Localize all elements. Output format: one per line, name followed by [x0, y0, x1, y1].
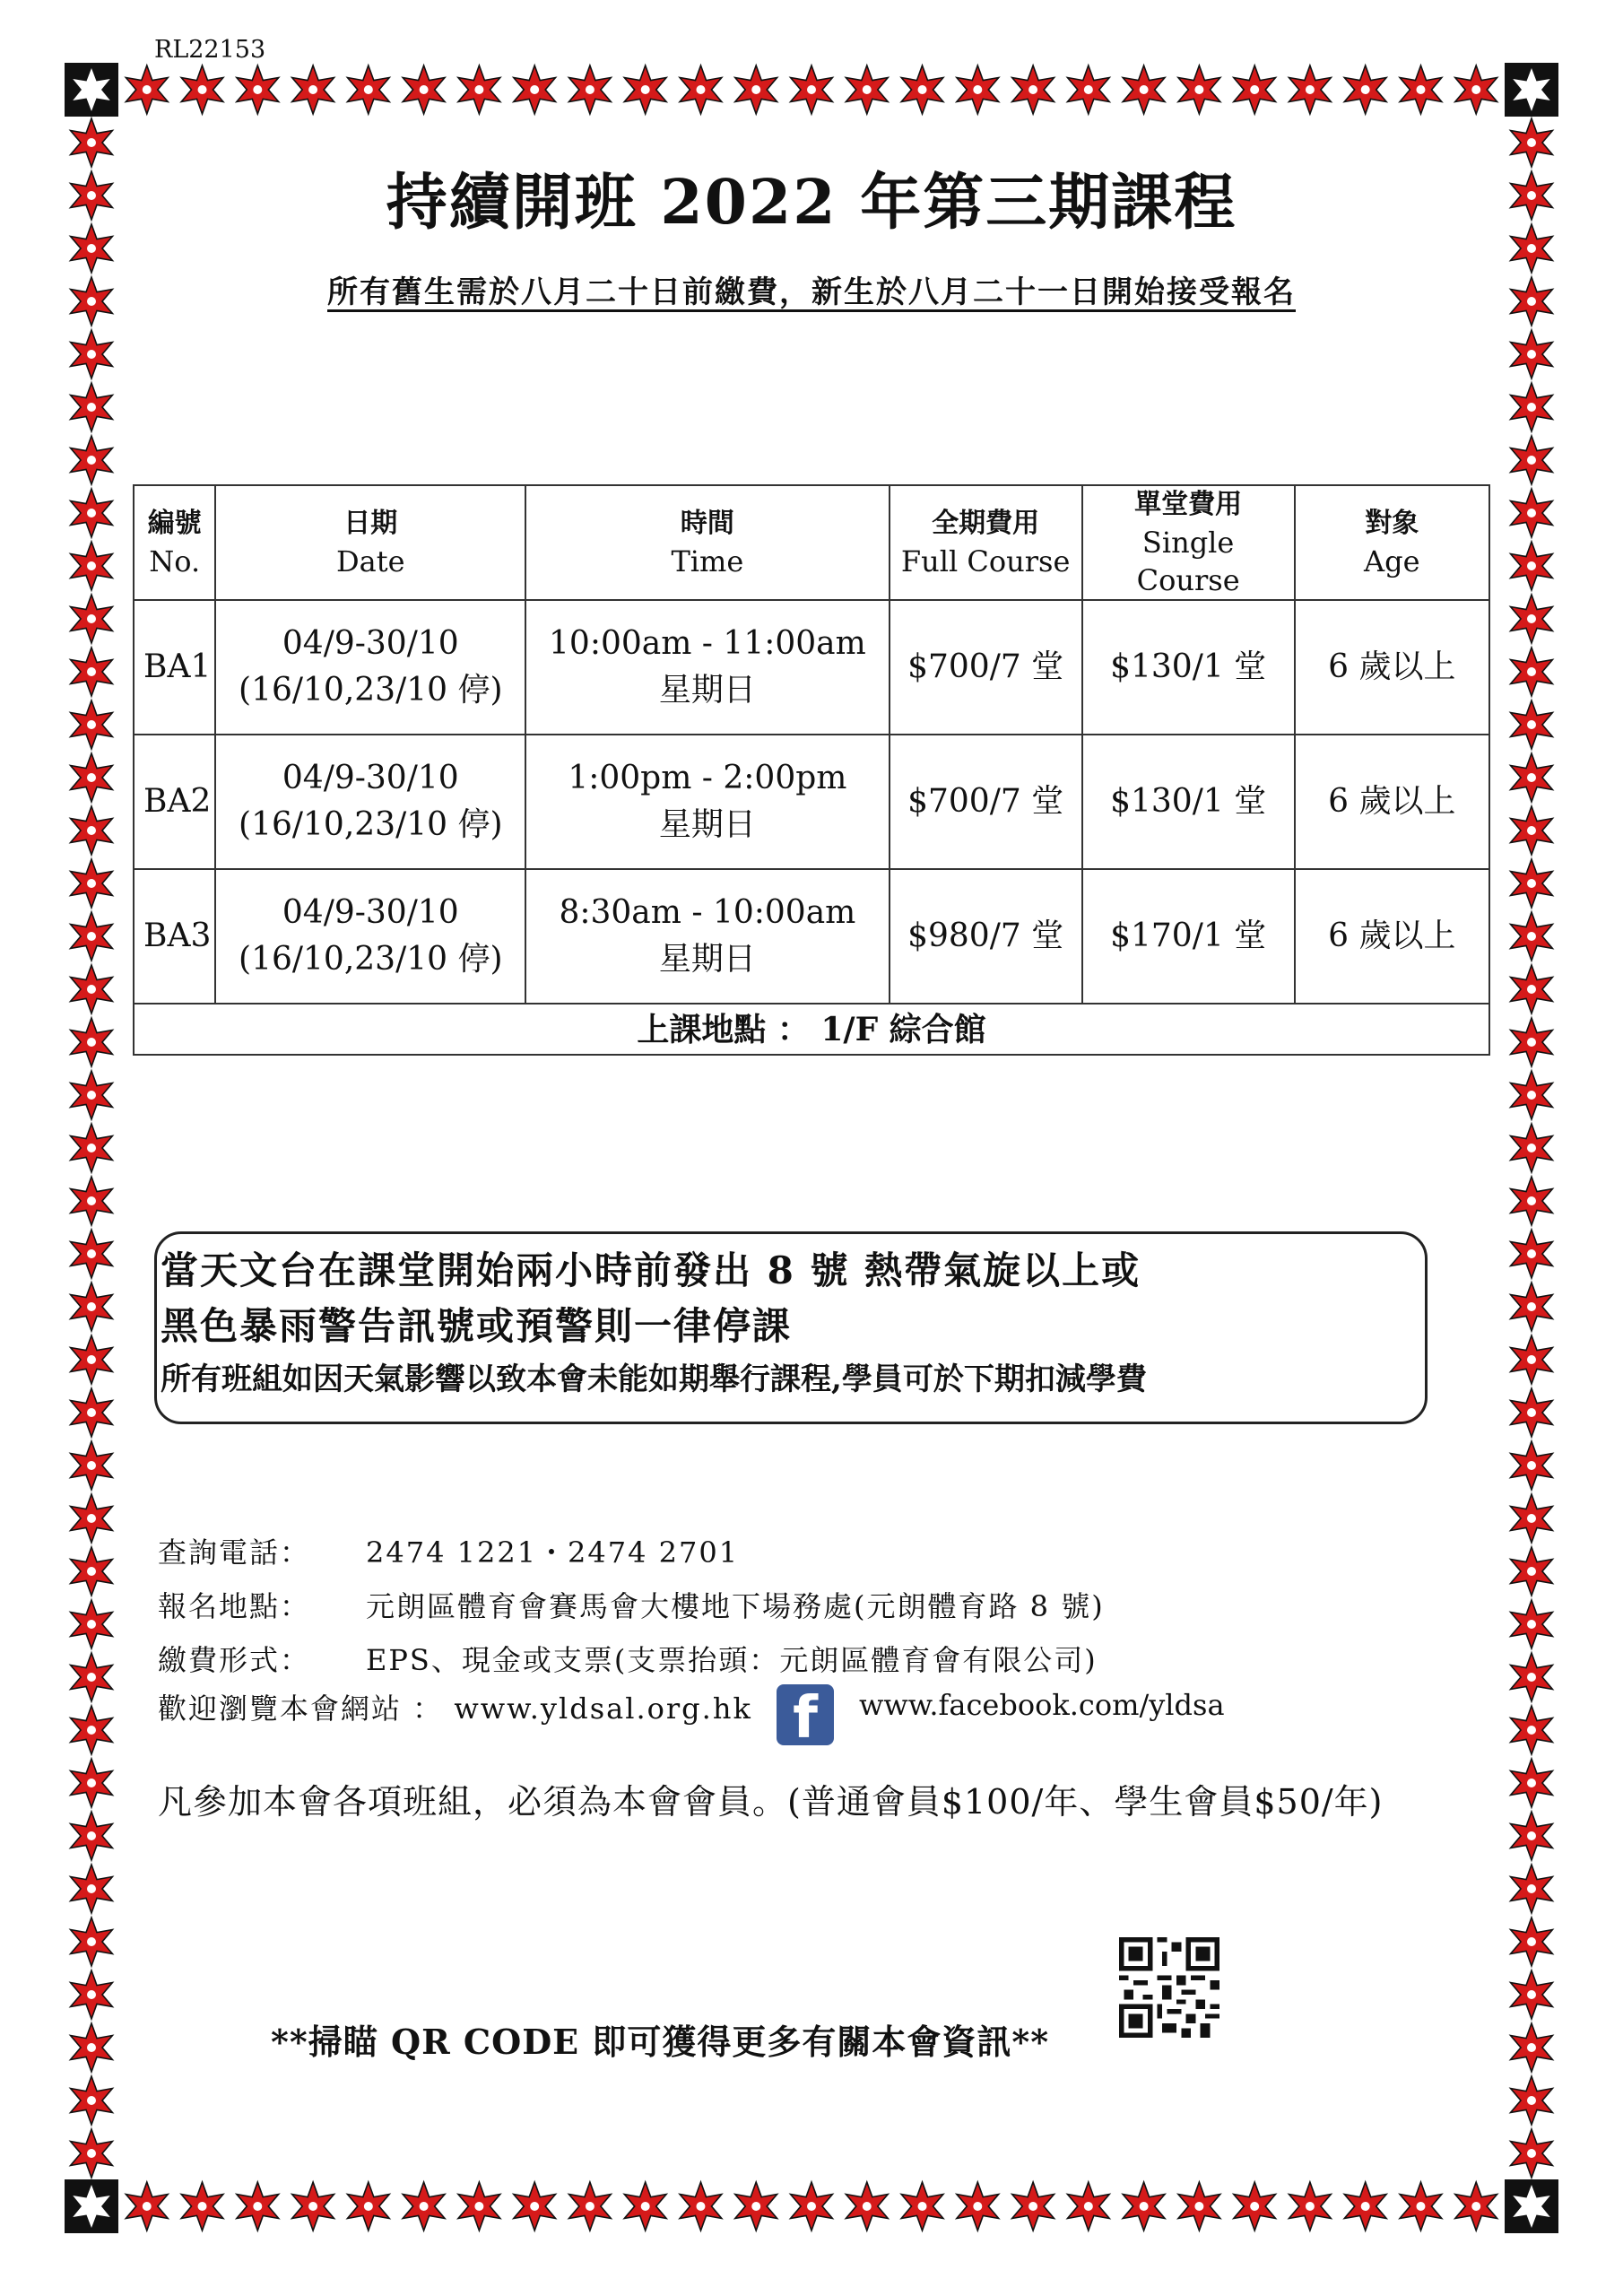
contact-address	[158, 1584, 1105, 1625]
border-star-icon	[1012, 65, 1055, 114]
border-star-icon	[569, 2182, 612, 2231]
document-code: RL22153	[154, 36, 266, 64]
border-star-icon	[403, 2182, 445, 2231]
course-no: BA3	[134, 869, 215, 1004]
border-star-icon	[71, 1494, 113, 1543]
border-star-icon	[1344, 65, 1386, 114]
notice-line-1: 當天文台在課堂開始兩小時前發出 8 號 熱帶氣旋以上或	[161, 1248, 1141, 1292]
header-age: 對象 Age	[1295, 485, 1489, 600]
course-full-fee: $700/7 堂	[890, 600, 1082, 735]
border-star-icon	[1123, 2182, 1165, 2231]
border-star-icon	[348, 2182, 390, 2231]
border-star-icon	[1511, 1812, 1553, 1860]
border-star-icon	[1511, 1071, 1553, 1119]
border-star-icon	[348, 65, 390, 114]
border-star-icon	[1068, 2182, 1110, 2231]
border-star-icon	[71, 965, 113, 1013]
border-star-icon	[71, 489, 113, 537]
border-star-icon	[1178, 2182, 1220, 2231]
course-no: BA1	[134, 600, 215, 735]
table-row	[134, 735, 1489, 869]
course-age: 6 歲以上	[1295, 735, 1489, 869]
border-star-icon	[901, 65, 943, 114]
border-star-icon	[1511, 1441, 1553, 1490]
payment-value: EPS、現金或支票(支票抬頭：元朗區體育會有限公司)	[366, 1643, 1098, 1677]
course-time: 8:30am - 10:00am 星期日	[525, 869, 889, 1004]
border-star-icon	[1511, 1335, 1553, 1384]
border-star-icon	[458, 2182, 500, 2231]
border-star-icon	[1511, 1600, 1553, 1648]
border-star-icon	[1511, 489, 1553, 537]
border-star-icon	[71, 859, 113, 908]
course-full-fee: $700/7 堂	[890, 735, 1082, 869]
border-star-icon	[1289, 2182, 1332, 2231]
border-star-icon	[71, 1071, 113, 1119]
border-star-icon	[181, 65, 223, 114]
contact-payment	[158, 1638, 1098, 1679]
table-header-row	[134, 485, 1489, 600]
address-label: 報名地點：	[158, 1589, 311, 1623]
border-star-icon	[71, 383, 113, 431]
border-star-icon	[1455, 2182, 1497, 2231]
border-star-icon	[514, 65, 556, 114]
border-star-icon	[1511, 1283, 1553, 1331]
course-time: 1:00pm - 2:00pm 星期日	[525, 735, 889, 869]
border-star-icon	[791, 2182, 833, 2231]
border-star-icon	[1511, 1970, 1553, 2019]
border-star-icon	[71, 1283, 113, 1331]
border-star-icon	[71, 1441, 113, 1490]
border-star-icon	[71, 1653, 113, 1701]
border-star-icon	[1511, 542, 1553, 590]
border-star-icon	[71, 1124, 113, 1172]
border-star-icon	[680, 2182, 722, 2231]
border-star-icon	[126, 65, 168, 114]
header-no: 編號 No.	[134, 485, 215, 600]
border-star-icon	[71, 2076, 113, 2125]
phone-value: 2474 1221・2474 2701	[366, 1535, 740, 1570]
class-location: 上課地點 ： 1/F 綜合館	[134, 1004, 1489, 1055]
border-star-icon	[1511, 436, 1553, 484]
border-star-icon	[957, 2182, 999, 2231]
border-star-icon	[1511, 1230, 1553, 1278]
border-corner-icon	[1505, 2179, 1558, 2233]
table-row	[134, 600, 1489, 735]
border-star-icon	[1511, 965, 1553, 1013]
border-star-icon	[71, 542, 113, 590]
course-date: 04/9-30/10 (16/10,23/10 停)	[215, 735, 525, 869]
border-star-icon	[846, 65, 888, 114]
course-age: 6 歲以上	[1295, 600, 1489, 735]
notice-line-3: 所有班組如因天氣影響以致本會未能如期舉行課程,學員可於下期扣減學費	[161, 1361, 1147, 1397]
course-single-fee: $170/1 堂	[1082, 869, 1295, 1004]
course-time: 10:00am - 11:00am 星期日	[525, 600, 889, 735]
border-star-icon	[71, 2129, 113, 2178]
border-corner-icon	[65, 63, 118, 117]
border-star-icon	[1511, 330, 1553, 378]
border-star-icon	[1511, 648, 1553, 696]
weather-notice-box	[154, 1231, 1428, 1424]
border-star-icon	[71, 2023, 113, 2072]
border-star-icon	[237, 2182, 279, 2231]
facebook-icon: f	[777, 1684, 834, 1745]
border-star-icon	[1234, 2182, 1276, 2231]
border-star-icon	[71, 648, 113, 696]
address-value: 元朗區體育會賽馬會大樓地下場務處(元朗體育路 8 號)	[366, 1589, 1105, 1623]
notice-line-2: 黑色暴雨警告訊號或預警則一律停課	[161, 1304, 793, 1348]
border-star-icon	[1511, 1018, 1553, 1066]
phone-label: 查詢電話：	[158, 1535, 311, 1570]
border-star-icon	[1511, 595, 1553, 643]
border-star-icon	[1289, 65, 1332, 114]
registration-notice: 所有舊生需於八月二十日前繳費，新生於八月二十一日開始接受報名	[327, 274, 1296, 310]
course-age: 6 歲以上	[1295, 869, 1489, 1004]
header-time: 時間 Time	[525, 485, 889, 600]
border-star-icon	[1012, 2182, 1055, 2231]
border-star-icon	[71, 753, 113, 802]
border-star-icon	[71, 1547, 113, 1596]
border-star-icon	[1068, 65, 1110, 114]
course-full-fee: $980/7 堂	[890, 869, 1082, 1004]
border-star-icon	[1511, 912, 1553, 961]
border-star-icon	[181, 2182, 223, 2231]
border-star-icon	[292, 65, 334, 114]
border-star-icon	[791, 65, 833, 114]
border-star-icon	[680, 65, 722, 114]
border-star-icon	[237, 65, 279, 114]
border-star-icon	[71, 1759, 113, 1807]
location-row	[134, 1004, 1489, 1055]
border-star-icon	[957, 65, 999, 114]
border-star-icon	[1234, 65, 1276, 114]
border-star-icon	[71, 1918, 113, 1966]
table-row	[134, 869, 1489, 1004]
border-star-icon	[1511, 2023, 1553, 2072]
border-star-icon	[1511, 806, 1553, 855]
border-star-icon	[1511, 753, 1553, 802]
border-star-icon	[403, 65, 445, 114]
border-star-icon	[1511, 1653, 1553, 1701]
border-star-icon	[1511, 859, 1553, 908]
border-star-icon	[1511, 1865, 1553, 1913]
page-title: 持續開班 2022 年第三期課程	[386, 167, 1237, 239]
header-date: 日期 Date	[215, 485, 525, 600]
border-star-icon	[1511, 1918, 1553, 1966]
border-star-icon	[71, 912, 113, 961]
border-star-icon	[846, 2182, 888, 2231]
border-star-icon	[624, 2182, 666, 2231]
website-label: 歡迎瀏覽本會網站 ：	[158, 1692, 444, 1726]
border-star-icon	[1511, 2076, 1553, 2125]
border-star-icon	[1511, 1388, 1553, 1437]
border-star-icon	[1455, 65, 1497, 114]
border-star-icon	[1400, 65, 1442, 114]
header-full-course: 全期費用 Full Course	[890, 485, 1082, 600]
contact-website	[158, 1686, 752, 1727]
border-star-icon	[735, 2182, 777, 2231]
border-star-icon	[1511, 700, 1553, 749]
border-star-icon	[624, 65, 666, 114]
border-star-icon	[1400, 2182, 1442, 2231]
border-star-icon	[735, 65, 777, 114]
course-date: 04/9-30/10 (16/10,23/10 停)	[215, 600, 525, 735]
border-star-icon	[901, 2182, 943, 2231]
course-table	[133, 484, 1490, 1056]
border-star-icon	[71, 1335, 113, 1384]
border-star-icon	[71, 806, 113, 855]
border-star-icon	[514, 2182, 556, 2231]
website-link[interactable]: www.yldsal.org.hk	[454, 1692, 752, 1726]
border-star-icon	[1511, 1706, 1553, 1754]
border-star-icon	[71, 436, 113, 484]
border-star-icon	[1344, 2182, 1386, 2231]
border-star-icon	[1511, 1494, 1553, 1543]
border-star-icon	[1511, 2129, 1553, 2178]
border-star-icon	[1511, 1177, 1553, 1225]
border-star-icon	[71, 595, 113, 643]
payment-label: 繳費形式：	[158, 1643, 311, 1677]
border-corner-icon	[1505, 63, 1558, 117]
border-star-icon	[71, 1388, 113, 1437]
contact-phone	[158, 1530, 739, 1571]
course-date: 04/9-30/10 (16/10,23/10 停)	[215, 869, 525, 1004]
border-star-icon	[292, 2182, 334, 2231]
facebook-link[interactable]: www.facebook.com/yldsa	[859, 1688, 1225, 1722]
membership-requirement: 凡參加本會各項班組，必須為本會會員。(普通會員$100/年、學生會員$50/年)	[158, 1782, 1384, 1822]
border-star-icon	[569, 65, 612, 114]
qr-code-caption: **掃瞄 QR CODE 即可獲得更多有關本會資訊**	[271, 2022, 1050, 2062]
course-single-fee: $130/1 堂	[1082, 600, 1295, 735]
border-star-icon	[1123, 65, 1165, 114]
header-single-course: 單堂費用 Single Course	[1082, 485, 1295, 600]
border-star-icon	[1511, 1124, 1553, 1172]
border-star-icon	[71, 1970, 113, 2019]
qr-code-icon[interactable]	[1119, 1937, 1219, 2038]
border-star-icon	[458, 65, 500, 114]
border-star-icon	[71, 1865, 113, 1913]
border-star-icon	[71, 700, 113, 749]
course-no: BA2	[134, 735, 215, 869]
border-star-icon	[1178, 65, 1220, 114]
border-star-icon	[1511, 1759, 1553, 1807]
border-star-icon	[1511, 1547, 1553, 1596]
course-single-fee: $130/1 堂	[1082, 735, 1295, 869]
border-star-icon	[71, 1177, 113, 1225]
border-star-icon	[126, 2182, 168, 2231]
border-star-icon	[71, 1600, 113, 1648]
border-star-icon	[71, 1812, 113, 1860]
border-star-icon	[71, 1706, 113, 1754]
border-star-icon	[71, 1230, 113, 1278]
border-corner-icon	[65, 2179, 118, 2233]
border-star-icon	[1511, 383, 1553, 431]
border-star-icon	[71, 330, 113, 378]
border-star-icon	[71, 1018, 113, 1066]
